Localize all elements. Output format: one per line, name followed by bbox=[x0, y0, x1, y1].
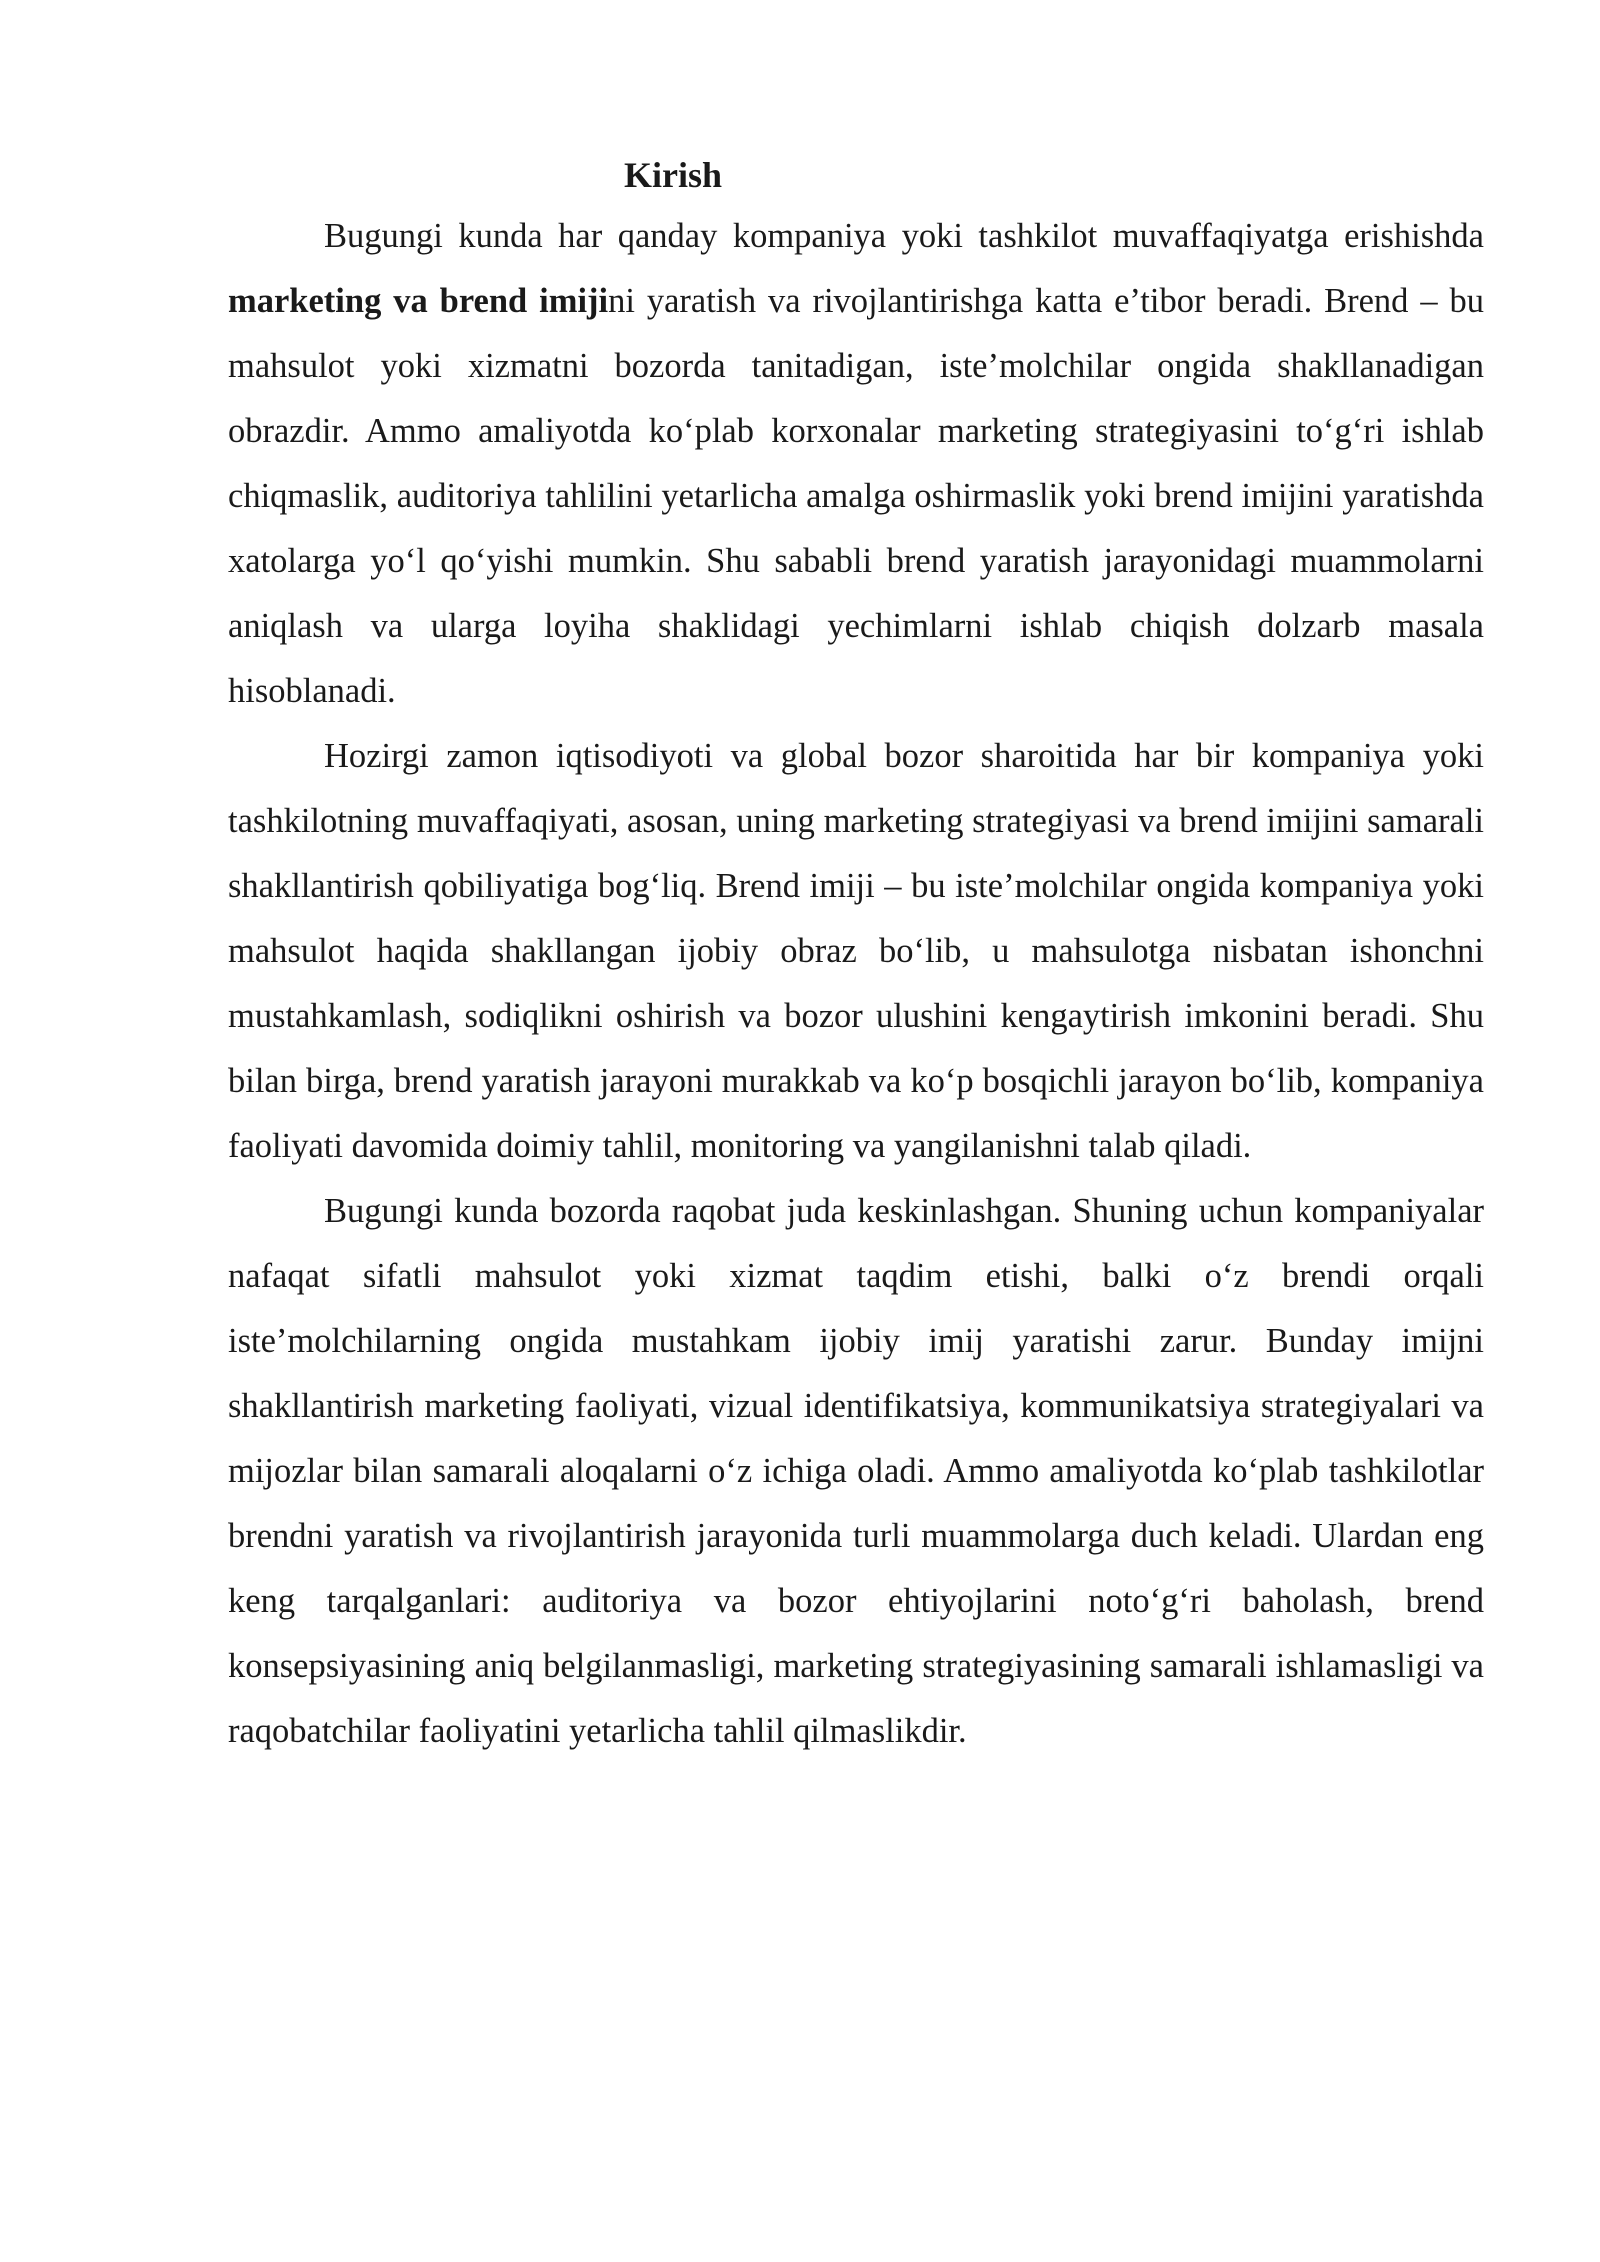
section-heading: Kirish bbox=[624, 155, 723, 195]
paragraph-text: Bugungi kunda har qanday kompaniya yoki tashkilot muvaffaqiyatga erishishda bbox=[324, 217, 1484, 255]
paragraph bbox=[228, 204, 1484, 724]
paragraph-text: Hozirgi zamon iqtisodiyoti va global bozor sharoitida har bir kompaniya yoki tashkilotning muvaffaqiyati, asosan, uning marketing strategiyasi va brend imijini samarali shakllantirish qobiliyatiga bog‘liq. Brend imiji – bu iste’molchilar ongida kompaniya yoki mahsulot haqida shakllangan ijobiy obraz bo‘lib, u mahsulotga nisbatan ishonchni mustahkamlash, sodiqlikni oshirish va bozor ulushini kengaytirish imkonini beradi. Shu bilan birga, brend yaratish jarayoni murakkab va ko‘p bosqichli jarayon bo‘lib, kompaniya faoliyati davomida doimiy tahlil, monitoring va yangilanishni talab qiladi. bbox=[228, 737, 1484, 1165]
document-body bbox=[228, 146, 1484, 1764]
paragraph-text: Bugungi kunda bozorda raqobat juda keskinlashgan. Shuning uchun kompaniyalar nafaqat sifatli mahsulot yoki xizmat taqdim etishi, balki o‘z brendi orqali iste’molchilarning ongida mustahkam ijobiy imij yaratishi zarur. Bunday imijni shakllantirish marketing faoliyati, vizual identifikatsiya, kommunikatsiya strategiyalari va mijozlar bilan samarali aloqalarni o‘z ichiga oladi. Ammo amaliyotda ko‘plab tashkilotlar brendni yaratish va rivojlantirish jarayonida turli muammolarga duch keladi. Ulardan eng keng tarqalganlari: auditoriya va bozor ehtiyojlarini noto‘g‘ri baholash, brend konsepsiyasining aniq belgilanmasligi, marketing strategiyasining samarali ishlamasligi va raqobatchilar faoliyatini yetarlicha tahlil qilmaslikdir. bbox=[228, 1192, 1484, 1750]
paragraph bbox=[228, 724, 1484, 1179]
paragraph-text: ni yaratish va rivojlantirishga katta e’tibor beradi. Brend – bu mahsulot yoki xizmatni bozorda tanitadigan, iste’molchilar ongida shakllanadigan obrazdir. Ammo amaliyotda ko‘plab korxonalar marketing strategiyasini to‘g‘ri ishlab chiqmaslik, auditoriya tahlilini yetarlicha amalga oshirmaslik yoki brend imijini yaratishda xatolarga yo‘l qo‘yishi mumkin. Shu sababli brend yaratish jarayonidagi muammolarni aniqlash va ularga loyiha shaklidagi yechimlarni ishlab chiqish dolzarb masala hisoblanadi. bbox=[228, 282, 1484, 710]
paragraph bbox=[228, 1179, 1484, 1764]
paragraph-bold-text: marketing va brend imiji bbox=[228, 282, 609, 320]
